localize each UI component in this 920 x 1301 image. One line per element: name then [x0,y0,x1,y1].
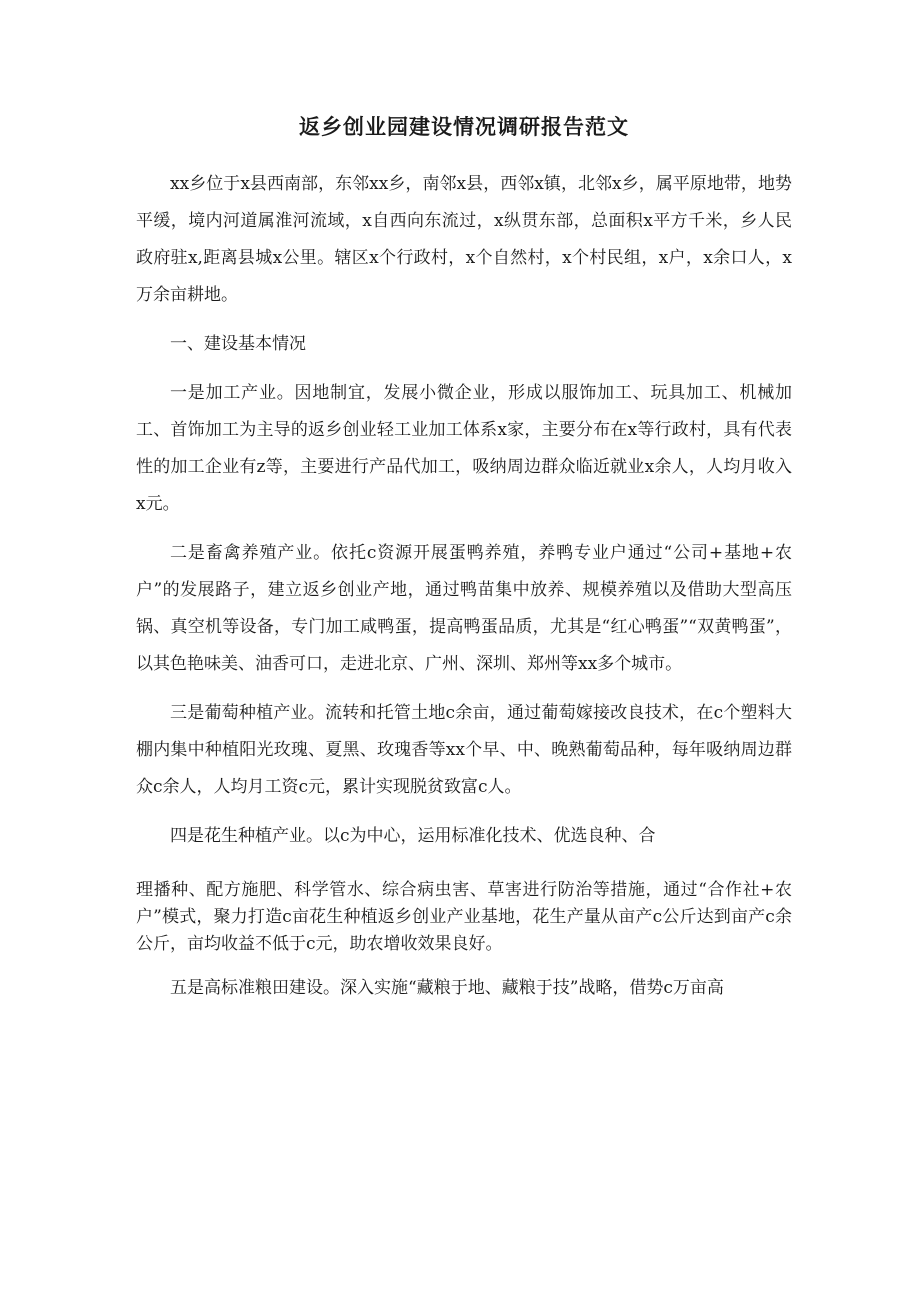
section-heading-1: 一、建设基本情况 [170,333,306,354]
document-title: 返乡创业园建设情况调研报告范文 [299,114,629,139]
paragraph-poultry-industry: 二是畜禽养殖产业。依托c资源开展蛋鸭养殖，养鸭专业户通过“公司+基地+农户”的发展路子，建立返乡创业产地，通过鸭苗集中放养、规模养殖以及借助大型高压锅、真空机等设备，专门加工咸鸭蛋，提高鸭蛋品质，尤其是“红心鸭蛋”“双黄鸭蛋”，以其色艳味美、油香可口，走进北京、广州、深圳、郑州等xx多个城市。 [136,542,792,674]
document-page [136,110,792,1019]
paragraph-grape-industry: 三是葡萄种植产业。流转和托管土地c余亩，通过葡萄嫁接改良技术，在c个塑料大棚内集中种植阳光玫瑰、夏黑、玫瑰香等xx个早、中、晚熟葡萄品种，每年吸纳周边群众c余人，人均月工资c元，累计实现脱贫致富c人。 [136,702,792,797]
paragraph-peanut-industry-body: 理播种、配方施肥、科学管水、综合病虫害、草害进行防治等措施，通过“合作社+农户”模式，聚力打造c亩花生种植返乡创业产业基地，花生产量从亩产c公斤达到亩产c余公斤，亩均收益不低于c元，助农增收效果良好。 [136,879,792,954]
paragraph-grain-field: 五是高标准粮田建设。深入实施“藏粮于地、藏粮于技”战略，借势c万亩高 [170,977,724,998]
paragraph-processing-industry: 一是加工产业。因地制宜，发展小微企业，形成以服饰加工、玩具加工、机械加工、首饰加工为主导的返乡创业轻工业加工体系x家，主要分布在x等行政村，具有代表性的加工企业有z等，主要进行产品代加工，吸纳周边群众临近就业x余人，人均月收入x元。 [136,382,792,514]
intro-paragraph: xx乡位于x县西南部，东邻xx乡，南邻x县，西邻x镇，北邻x乡，属平原地带，地势平缓，境内河道属淮河流域，x自西向东流过，x纵贯东部，总面积x平方千米，乡人民政府驻x,距离县城x公里。辖区x个行政村，x个自然村，x个村民组，x户，x余口人，x万余亩耕地。 [136,173,792,305]
paragraph-peanut-industry-lead: 四是花生种植产业。以c为中心，运用标准化技术、优选良种、合 [170,825,656,846]
